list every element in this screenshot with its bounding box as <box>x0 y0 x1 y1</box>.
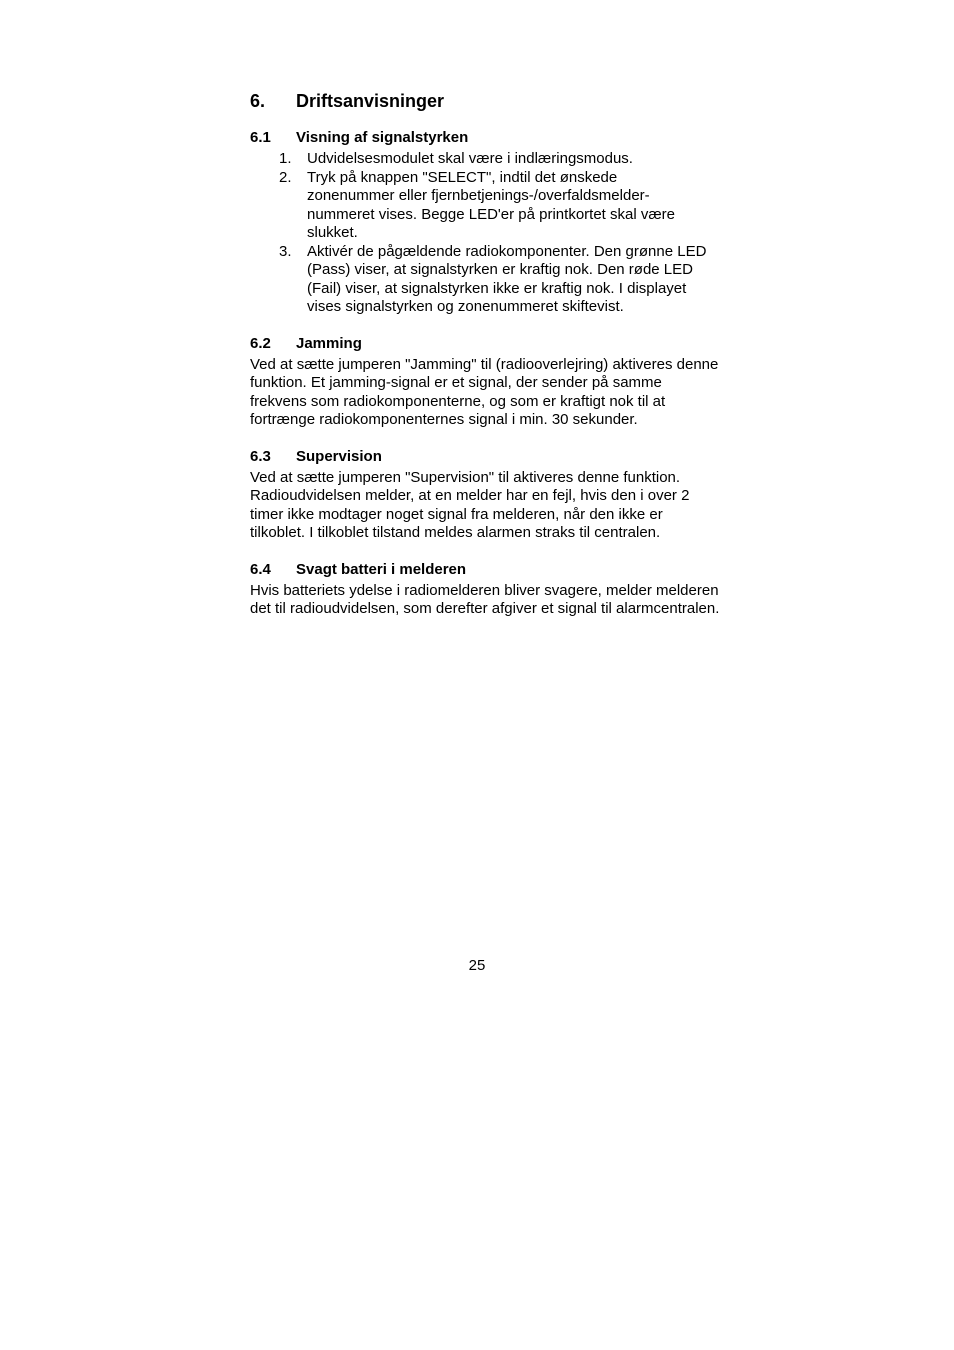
section-body: Hvis batteriets ydelse i radiomelderen bliver svagere, melder melderen det til radioudvidelsen, som derefter afgiver et signal til alarmcentralen. <box>250 581 720 617</box>
step-text: Aktivér de pågældende radiokomponenter. Den grønne LED (Pass) viser, at signalstyrken er kraftig nok. Den røde LED (Fail) viser, at signalstyrken ikke er kraftig nok. I displayet vises signalstyrken og zonenummeret skiftevist. <box>307 242 707 315</box>
step-text: Udvidelsesmodulet skal være i indlæringsmodus. <box>307 150 633 167</box>
page-number: 25 <box>468 957 486 974</box>
section-title: Svagt batteri i melderen <box>296 560 467 578</box>
step-text: Tryk på knappen "SELECT", indtil det ønskede zonenummer eller fjernbetjenings-/overfaldsmelder-nummeret vises. Begge LED'er på printkortet skal være slukket. <box>307 168 676 241</box>
step-number: 3. <box>279 242 292 260</box>
section-heading <box>250 560 720 580</box>
section-6-1 <box>250 128 720 317</box>
section-title: Supervision <box>296 447 382 465</box>
section-heading <box>250 334 720 354</box>
section-number: 6.4 <box>250 560 271 578</box>
section-number: 6.2 <box>250 334 271 352</box>
chapter-number: 6. <box>250 91 266 111</box>
list-item <box>250 150 720 169</box>
section-6-3 <box>250 447 720 543</box>
section-body: Ved at sætte jumperen "Supervision" til aktiveres denne funktion. Radioudvidelsen melder, at en melder har en fejl, hvis den i over 2 timer ikke modtager noget signal fra melderen, når den ikke er tilkoblet. I tilkoblet tilstand meldes alarmen straks til centralen. <box>250 468 690 541</box>
step-number: 2. <box>279 168 292 186</box>
page-content <box>250 88 720 636</box>
steps-list <box>250 150 720 317</box>
section-number: 6.3 <box>250 447 271 465</box>
section-heading <box>250 128 720 148</box>
chapter-heading <box>250 88 720 114</box>
section-6-4 <box>250 560 720 619</box>
section-heading <box>250 447 720 467</box>
step-number: 1. <box>279 150 292 167</box>
section-title: Visning af signalstyrken <box>296 129 469 146</box>
list-item <box>250 243 720 317</box>
section-body: Ved at sætte jumperen "Jamming" til (radiooverlejring) aktiveres denne funktion. Et jamming-signal er et signal, der sender på samme frekvens som radiokomponenterne, og som er kraftigt nok til at fortrænge radiokomponenternes signal i min. 30 sekunder. <box>250 355 719 428</box>
section-6-2 <box>250 334 720 430</box>
section-number: 6.1 <box>250 129 271 146</box>
list-item <box>250 169 720 243</box>
section-title: Jamming <box>296 334 362 352</box>
chapter-title: Driftsanvisninger <box>296 91 445 111</box>
